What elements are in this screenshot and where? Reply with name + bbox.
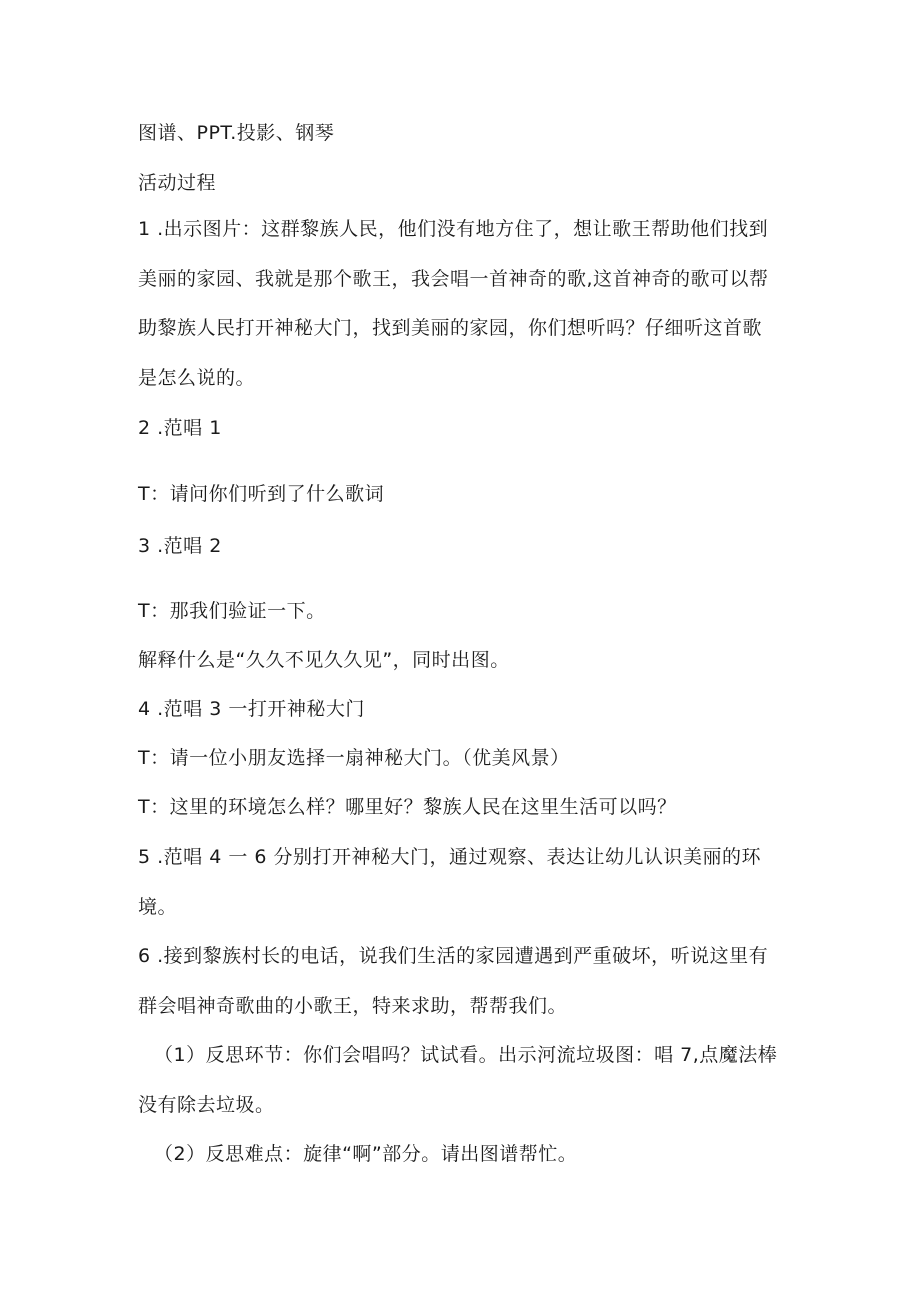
teacher-question-3: T：请一位小朋友选择一扇神秘大门。（优美风景） [138, 747, 570, 769]
teacher-question-1: T：请问你们听到了什么歌词 [138, 483, 385, 505]
section-heading: 活动过程 [138, 172, 217, 194]
materials-line: 图谱、PPT.投影、钢琴 [138, 122, 335, 144]
step-1-line-1: 1 .出示图片：这群黎族人民，他们没有地方住了，想让歌王帮助他们找到 [138, 218, 769, 240]
step-3-line: 3 .范唱 2 [138, 535, 222, 557]
teacher-question-4: T：这里的环境怎么样？哪里好？黎族人民在这里生活可以吗？ [138, 796, 677, 818]
reflection-1-line-1: （1）反思环节：你们会唱吗？试试看。出示河流垃圾图：唱 7,点魔法棒 [154, 1044, 778, 1066]
step-5-line-2: 境。 [138, 896, 178, 918]
step-4-line: 4 .范唱 3 一打开神秘大门 [138, 698, 365, 720]
step-6-line-1: 6 .接到黎族村长的电话，说我们生活的家园遭遇到严重破坏，听说这里有 [138, 945, 769, 967]
step-1-line-3: 助黎族人民打开神秘大门，找到美丽的家园，你们想听吗？仔细听这首歌 [138, 317, 763, 339]
explanation-line: 解释什么是“久久不见久久见”，同时出图。 [138, 649, 510, 671]
reflection-1-line-2: 没有除去垃圾。 [138, 1094, 275, 1116]
step-1-line-2: 美丽的家园、我就是那个歌王，我会唱一首神奇的歌,这首神奇的歌可以帮 [138, 268, 769, 290]
teacher-question-2: T：那我们验证一下。 [138, 600, 326, 622]
reflection-2-line: （2）反思难点：旋律“啊”部分。请出图谱帮忙。 [154, 1143, 578, 1165]
step-1-line-4: 是怎么说的。 [138, 367, 256, 389]
step-2-line: 2 .范唱 1 [138, 417, 222, 439]
step-6-line-2: 群会唱神奇歌曲的小歌王，特来求助，帮帮我们。 [138, 995, 568, 1017]
step-5-line-1: 5 .范唱 4 一 6 分别打开神秘大门，通过观察、表达让幼儿认识美丽的环 [138, 846, 762, 868]
